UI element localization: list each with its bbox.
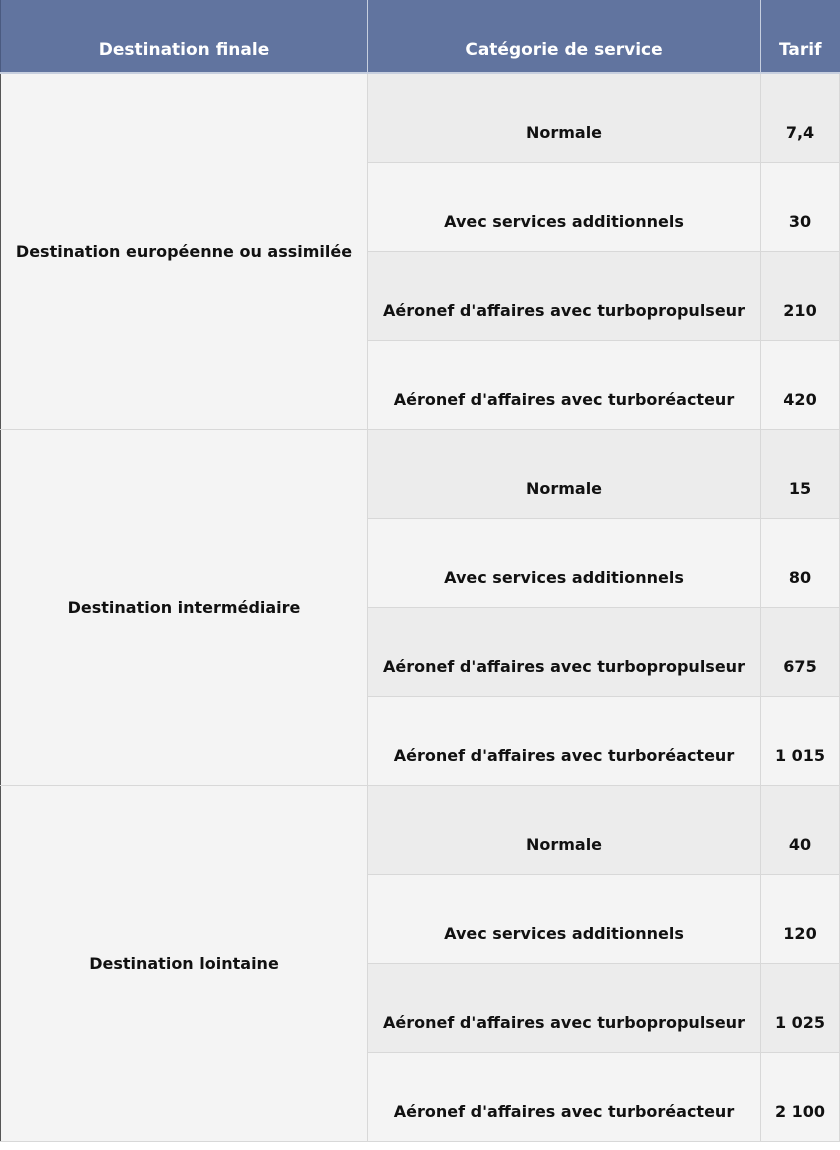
category-cell: Aéronef d'affaires avec turbopropulseur: [368, 251, 761, 340]
price-cell: 210: [761, 251, 840, 340]
category-cell: Avec services additionnels: [368, 874, 761, 963]
table-row: [1, 785, 840, 874]
price-cell: 420: [761, 340, 840, 429]
table-header: [1, 0, 840, 73]
table-row: [1, 73, 840, 162]
price-cell: 1 015: [761, 696, 840, 785]
category-cell: Aéronef d'affaires avec turboréacteur: [368, 696, 761, 785]
header-category: Catégorie de service: [368, 0, 761, 73]
price-cell: 7,4: [761, 73, 840, 162]
category-cell: Avec services additionnels: [368, 518, 761, 607]
price-cell: 675: [761, 607, 840, 696]
destination-cell: Destination intermédiaire: [1, 429, 368, 785]
category-cell: Normale: [368, 429, 761, 518]
price-cell: 1 025: [761, 963, 840, 1052]
header-destination: Destination finale: [1, 0, 368, 73]
category-cell: Aéronef d'affaires avec turboréacteur: [368, 1052, 761, 1141]
category-cell: Aéronef d'affaires avec turboréacteur: [368, 340, 761, 429]
category-cell: Normale: [368, 73, 761, 162]
price-cell: 80: [761, 518, 840, 607]
price-cell: 15: [761, 429, 840, 518]
table-row: [1, 429, 840, 518]
price-cell: 40: [761, 785, 840, 874]
destination-cell: Destination européenne ou assimilée: [1, 73, 368, 429]
price-cell: 2 100: [761, 1052, 840, 1141]
category-cell: Normale: [368, 785, 761, 874]
price-cell: 30: [761, 162, 840, 251]
category-cell: Aéronef d'affaires avec turbopropulseur: [368, 963, 761, 1052]
header-row: [1, 0, 840, 73]
category-cell: Aéronef d'affaires avec turbopropulseur: [368, 607, 761, 696]
category-cell: Avec services additionnels: [368, 162, 761, 251]
header-price: Tarif: [761, 0, 840, 73]
price-cell: 120: [761, 874, 840, 963]
destination-cell: Destination lointaine: [1, 785, 368, 1141]
table-body: [1, 73, 840, 1141]
